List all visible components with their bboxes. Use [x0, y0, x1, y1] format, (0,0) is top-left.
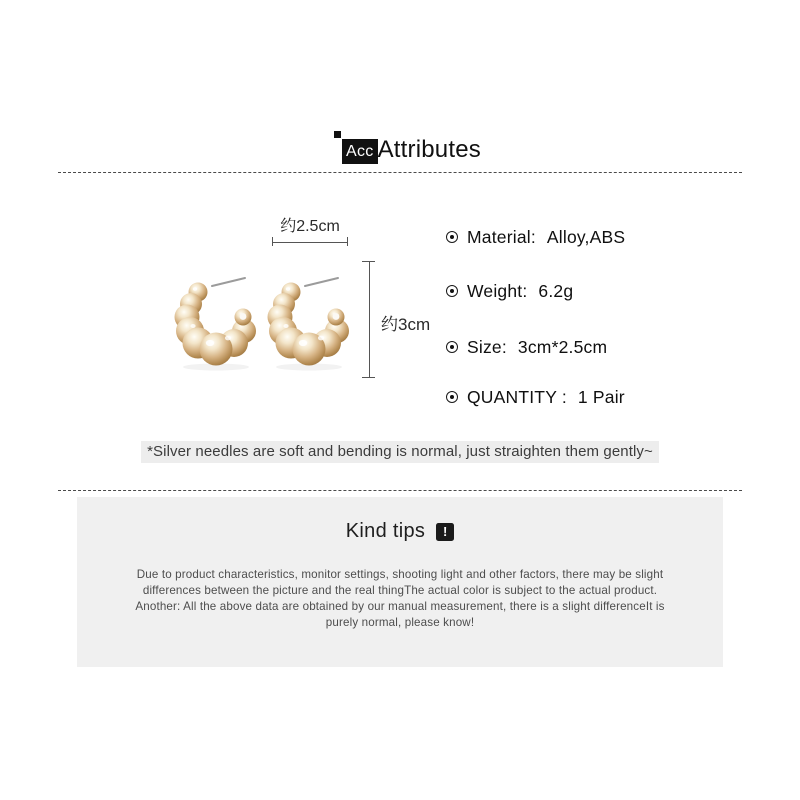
attribute-value: 1 Pair [577, 386, 625, 407]
attribute-row-material [446, 225, 625, 249]
height-measurement-label: 约3cm [381, 315, 431, 334]
bullet-icon [446, 285, 458, 297]
tips-line: Another: All the above data are obtained by our manual measurement, there is a slight differenceIt is [135, 600, 665, 613]
bullet-icon [446, 391, 458, 403]
attribute-value: Alloy,ABS [546, 226, 626, 247]
dashed-divider-bottom [58, 490, 742, 491]
bullet-icon [446, 231, 458, 243]
attribute-label: Weight: [467, 280, 528, 301]
attribute-row-size [446, 335, 607, 359]
decor-square-icon [334, 131, 341, 138]
attribute-row-weight [446, 279, 573, 303]
category-badge: Acc [342, 139, 378, 164]
bullet-icon [446, 341, 458, 353]
attribute-row-quantity [446, 385, 625, 409]
section-header [0, 131, 800, 171]
kind-tips-header [77, 520, 723, 543]
kind-tips-title: Kind tips [345, 520, 426, 542]
dashed-divider-top [58, 172, 742, 173]
tips-line: purely normal, please know! [325, 616, 475, 629]
exclamation-icon: ! [436, 523, 454, 541]
earrings-image [170, 272, 355, 372]
attribute-value: 6.2g [538, 280, 574, 301]
section-title: Attributes [377, 136, 481, 163]
product-note: *Silver needles are soft and bending is normal, just straighten them gently~ [141, 441, 659, 463]
width-measurement-bracket [272, 237, 348, 246]
kind-tips-text [77, 567, 723, 631]
tips-line: Due to product characteristics, monitor settings, shooting light and other factors, there may be slight [136, 568, 664, 581]
attribute-label: QUANTITY : [467, 386, 567, 407]
attribute-label: Material: [467, 226, 536, 247]
attribute-value: 3cm*2.5cm [517, 336, 608, 357]
tips-line: differences between the picture and the real thingThe actual color is subject to the actual product. [142, 584, 658, 597]
height-measurement-bracket [362, 261, 375, 378]
attribute-label: Size: [467, 336, 507, 357]
width-measurement-label: 约2.5cm [280, 218, 340, 235]
kind-tips-box [77, 497, 723, 667]
